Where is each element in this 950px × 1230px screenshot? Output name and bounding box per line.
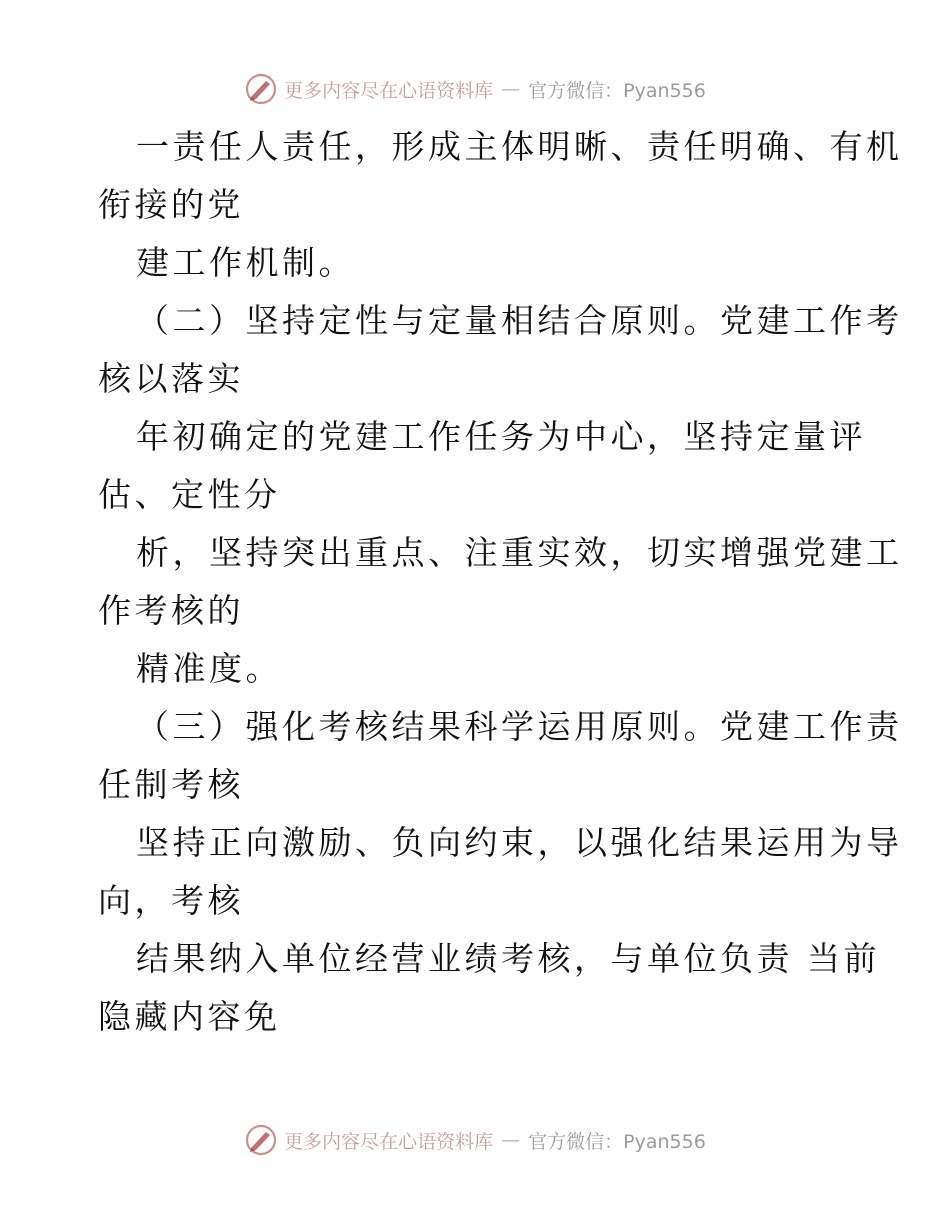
text-line: （二）坚持定性与定量相结合原则。党建工作考 [136,301,903,340]
text-line: 析，坚持突出重点、注重实效，切实增强党建工 [136,533,903,572]
watermark-text: 更多内容尽在心语资料库 [284,79,494,102]
document-body [98,118,903,1046]
text-line: 一责任人责任，形成主体明晰、责任明确、有机 [136,127,903,166]
text-line: 建工作机制。 [136,243,355,282]
watermark-separator: — [501,1129,521,1151]
text-line: 核以落实 [98,359,244,398]
pen-circle-logo-icon [244,72,278,106]
text-line: 结果纳入单位经营业绩考核，与单位负责 当前 [136,939,880,978]
footer-watermark [0,1123,950,1157]
text-line: （三）强化考核结果科学运用原则。党建工作责 [136,707,903,746]
text-line: 向，考核 [98,881,244,920]
watermark-contact: 官方微信：Pyan556 [528,1130,706,1153]
text-line: 作考核的 [98,591,244,630]
text-line: 任制考核 [98,765,244,804]
watermark-contact: 官方微信：Pyan556 [528,79,706,102]
text-line: 坚持正向激励、负向约束，以强化结果运用为导 [136,823,903,862]
text-line: 衔接的党 [98,185,244,224]
pen-circle-logo-icon [244,1123,278,1157]
watermark-text: 更多内容尽在心语资料库 [284,1130,494,1153]
text-line: 估、定性分 [98,475,281,514]
text-line: 年初确定的党建工作任务为中心，坚持定量评 [136,417,866,456]
text-line: 精准度。 [136,649,282,688]
header-watermark [0,72,950,106]
watermark-separator: — [501,78,521,100]
text-line: 隐藏内容免 [98,997,281,1036]
